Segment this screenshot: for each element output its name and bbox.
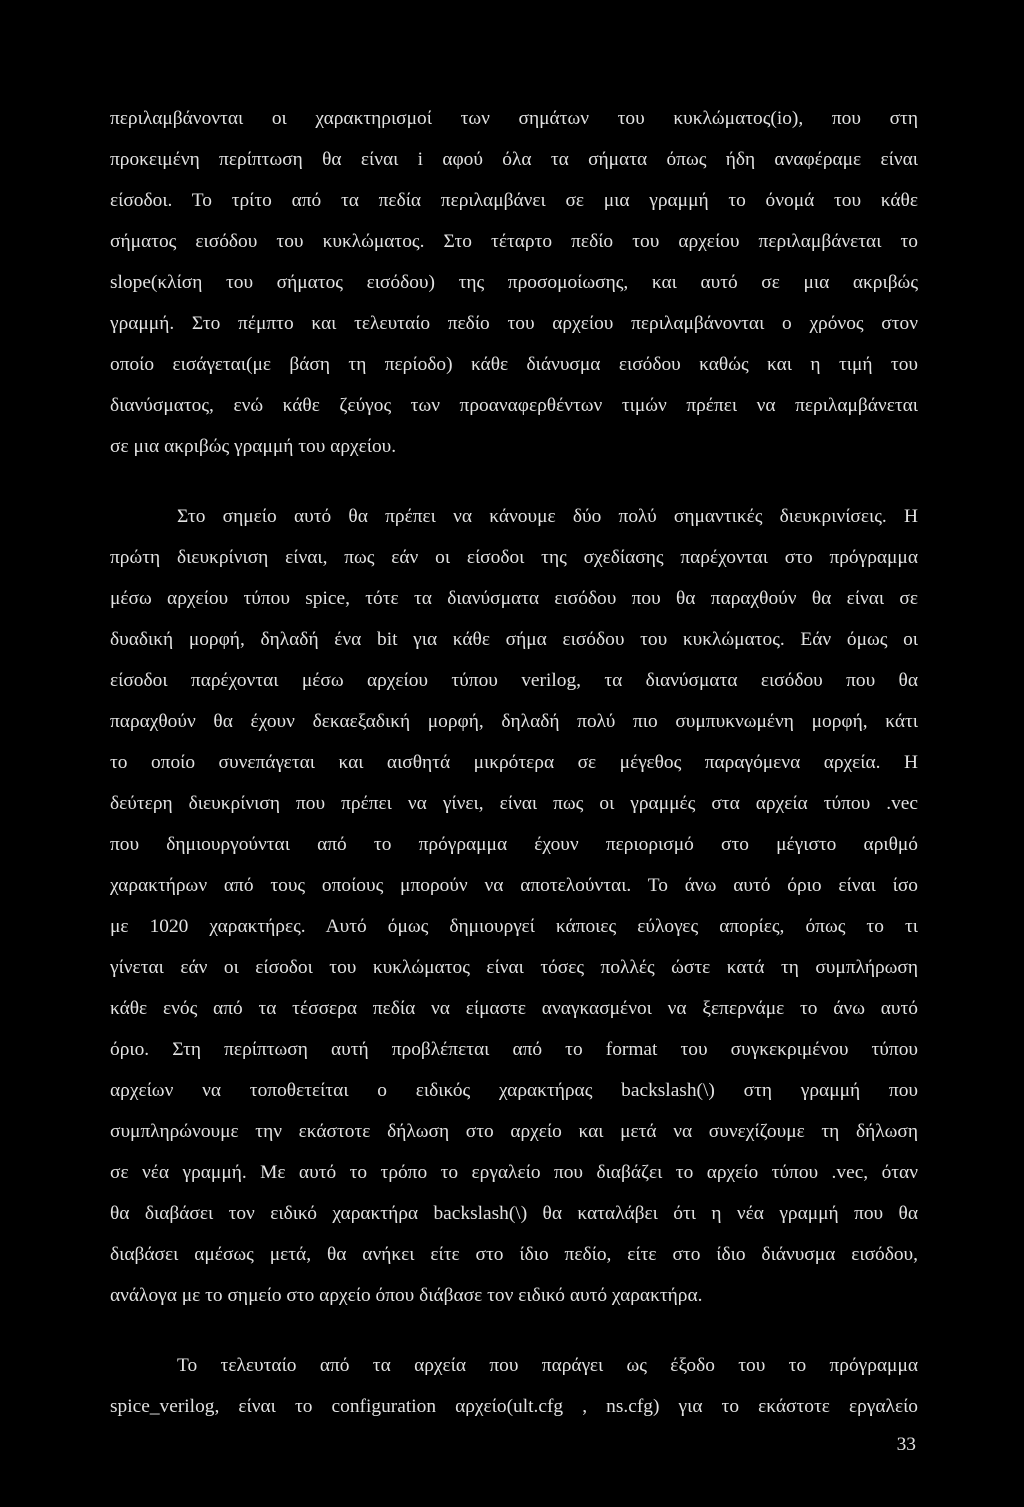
text-line: spice_verilog, είναι το configuration αρχείο(ult.cfg , ns.cfg) για το εκάστοτε εργαλείο [110, 1396, 918, 1417]
text-line: χαρακτήρων από τους οποίους μπορούν να αποτελούνται. Το άνω αυτό όριο είναι ίσο [110, 875, 918, 896]
text-line: είσοδοι παρέχονται μέσω αρχείου τύπου verilog, τα διανύσματα εισόδου που θα [110, 670, 918, 691]
text-line: με 1020 χαρακτήρες. Αυτό όμως δημιουργεί κάποιες εύλογες απορίες, όπως το τι [110, 916, 918, 937]
text-line: παραχθούν θα έχουν δεκαεξαδική μορφή, δηλαδή πολύ πιο συμπυκνωμένη μορφή, κάτι [110, 711, 918, 732]
text-line: θα διαβάσει τον ειδικό χαρακτήρα backslash(\) θα καταλάβει ότι η νέα γραμμή που θα [110, 1203, 918, 1224]
text-line: γραμμή. Στο πέμπτο και τελευταίο πεδίο του αρχείου περιλαμβάνονται ο χρόνος στον [110, 313, 918, 334]
text-line: αρχείων να τοποθετείται ο ειδικός χαρακτήρας backslash(\) στη γραμμή που [110, 1080, 918, 1101]
text-line: μέσω αρχείου τύπου spice, τότε τα διανύσματα εισόδου που θα παραχθούν θα είναι σε [110, 588, 918, 609]
text-line: δυαδική μορφή, δηλαδή ένα bit για κάθε σήμα εισόδου του κυκλώματος. Εάν όμως οι [110, 629, 918, 650]
text-line: slope(κλίση του σήματος εισόδου) της προσομοίωσης, και αυτό σε μια ακριβώς [110, 272, 918, 293]
text-line: διαβάσει αμέσως μετά, θα ανήκει είτε στο ίδιο πεδίο, είτε στο ίδιο διάνυσμα εισόδου, [110, 1244, 918, 1265]
text-line: κάθε ενός από τα τέσσερα πεδία να είμαστε αναγκασμένοι να ξεπερνάμε το άνω αυτό [110, 998, 918, 1019]
text-line: γίνεται εάν οι είσοδοι του κυκλώματος είναι τόσες πολλές ώστε κατά τη συμπλήρωση [110, 957, 918, 978]
text-line: που δημιουργούνται από το πρόγραμμα έχουν περιορισμό στο μέγιστο αριθμό [110, 834, 918, 855]
text-line: είσοδοι. Το τρίτο από τα πεδία περιλαμβάνει σε μια γραμμή το όνομά του κάθε [110, 190, 918, 211]
text-line: σε νέα γραμμή. Με αυτό το τρόπο το εργαλείο που διαβάζει το αρχείο τύπου .vec, όταν [110, 1162, 918, 1183]
text-line: δεύτερη διευκρίνιση που πρέπει να γίνει, είναι πως οι γραμμές στα αρχεία τύπου .vec [110, 793, 918, 814]
text-line: συμπληρώνουμε την εκάστοτε δήλωση στο αρχείο και μετά να συνεχίζουμε τη δήλωση [110, 1121, 918, 1142]
text-line: πρώτη διευκρίνιση είναι, πως εάν οι είσοδοι της σχεδίασης παρέχονται στο πρόγραμμα [110, 547, 918, 568]
text-line: ανάλογα με το σημείο στο αρχείο όπου διάβασε τον ειδικό αυτό χαρακτήρα. [110, 1285, 703, 1306]
text-line: περιλαμβάνονται οι χαρακτηρισμοί των σημάτων του κυκλώματος(io), που στη [110, 108, 918, 129]
page-number: 33 [896, 1434, 916, 1455]
text-line: οποίο εισάγεται(με βάση τη περίοδο) κάθε διάνυσμα εισόδου καθώς και η τιμή του [110, 354, 918, 375]
text-line: σήματος εισόδου του κυκλώματος. Στο τέταρτο πεδίο του αρχείου περιλαμβάνεται το [110, 231, 918, 252]
text-line: το οποίο συνεπάγεται και αισθητά μικρότερα σε μέγεθος παραγόμενα αρχεία. Η [110, 752, 918, 773]
text-line: Το τελευταίο από τα αρχεία που παράγει ως έξοδο του το πρόγραμμα [177, 1355, 918, 1376]
text-line: προκειμένη περίπτωση θα είναι i αφού όλα τα σήματα όπως ήδη αναφέραμε είναι [110, 149, 918, 170]
text-line: όριο. Στη περίπτωση αυτή προβλέπεται από το format του συγκεκριμένου τύπου [110, 1039, 918, 1060]
text-line: διανύσματος, ενώ κάθε ζεύγος των προαναφερθέντων τιμών πρέπει να περιλαμβάνεται [110, 395, 918, 416]
text-line: σε μια ακριβώς γραμμή του αρχείου. [110, 436, 397, 457]
text-line: Στο σημείο αυτό θα πρέπει να κάνουμε δύο πολύ σημαντικές διευκρινίσεις. Η [177, 506, 918, 527]
